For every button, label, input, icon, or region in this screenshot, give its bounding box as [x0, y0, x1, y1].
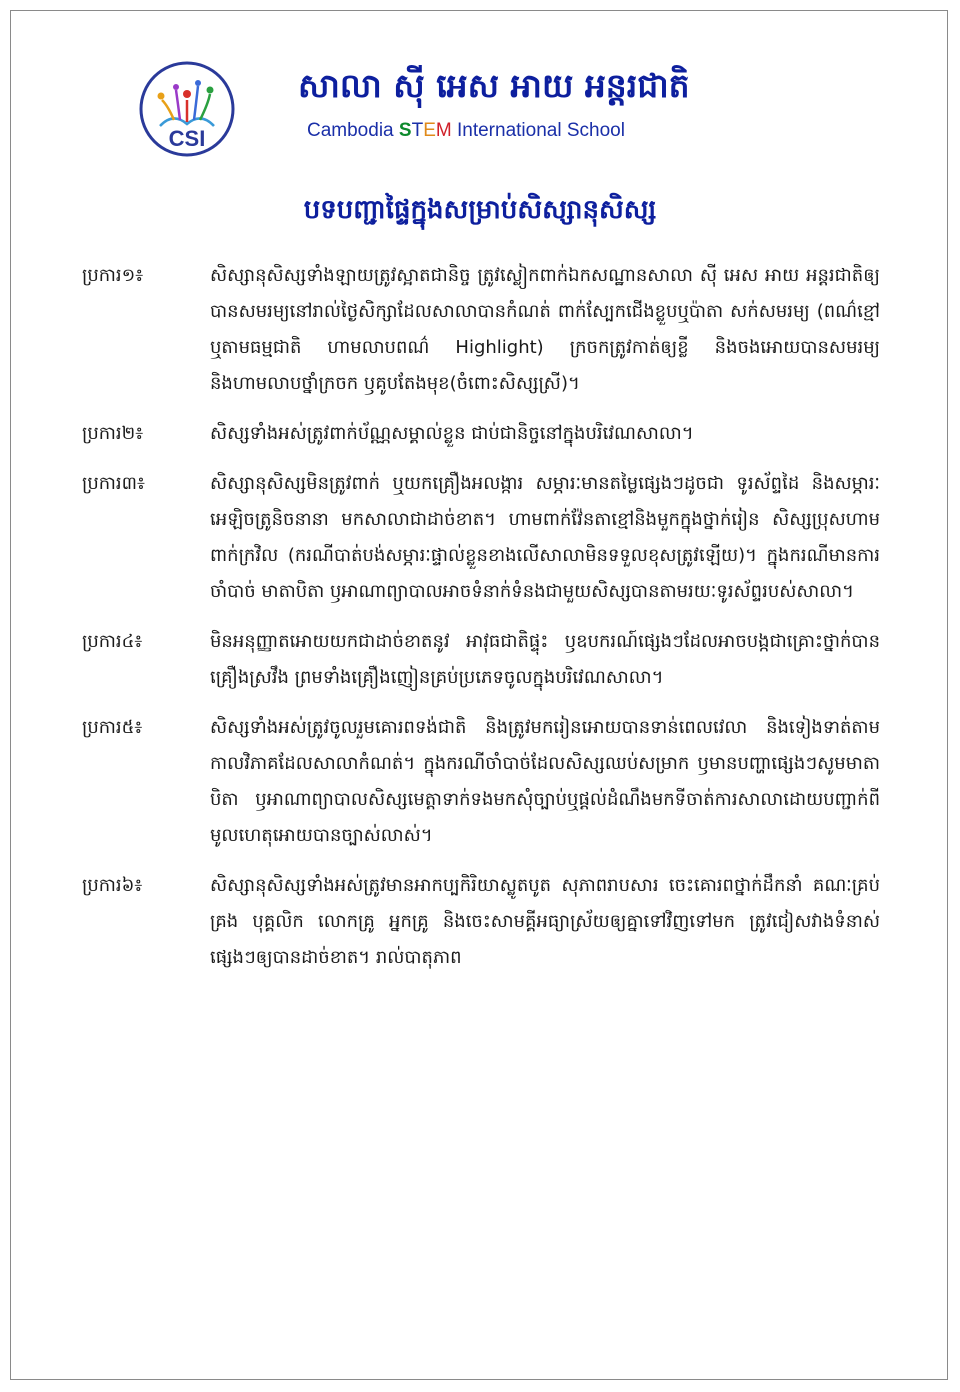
article-1 [82, 258, 882, 402]
stem-letter-e: E [423, 120, 436, 141]
article-6 [82, 868, 882, 976]
article-5 [82, 710, 882, 854]
school-name-english [307, 120, 625, 142]
school-name-en-suffix: International School [451, 120, 625, 141]
article-label: ប្រការ៤៖ [82, 631, 143, 652]
article-text: សិស្សានុសិស្សទាំងអស់ត្រូវមានអាកប្បកិរិយាស្លូតបូត សុភាពរាបសារ ចេះគោរពថ្នាក់ដឹកនាំ គណៈគ្រប់គ្រង បុគ្គលិក លោកគ្រូ អ្នកគ្រូ និងចេះសាមគ្គីអធ្យាស្រ័យឲ្យគ្នាទៅវិញទៅមក ត្រូវជៀសវាងទំនាស់ផ្សេងៗឲ្យបានដាច់ខាត។ រាល់បាតុភាព [210, 875, 880, 968]
stem-letter-t: T [411, 120, 424, 141]
article-label: ប្រការ៣៖ [82, 473, 145, 494]
article-3 [82, 466, 882, 610]
article-label: ប្រការ២៖ [82, 423, 144, 444]
article-text: សិស្សទាំងអស់ត្រូវចូលរួមគោរពទង់ជាតិ និងត្រូវមករៀនអោយបានទាន់ពេលវេលា និងទៀងទាត់តាមកាលវិភាគដែលសាលាកំណត់។ ក្នុងករណីចាំបាច់ដែលសិស្សឈប់សម្រាក ឫមានបញ្ហាផ្សេងៗសូមមាតាបិតា ឫអាណាព្យាបាលសិស្សមេត្តាទាក់ទងមកសុំច្បាប់ឬផ្តល់ដំណឹងមកទីចាត់ការសាលាដោយបញ្ជាក់ពីមូលហេតុអោយបានច្បាស់លាស់។ [210, 717, 880, 846]
article-label: ប្រការ៥៖ [82, 717, 143, 738]
article-label: ប្រការ១៖ [82, 265, 144, 286]
article-text: មិនអនុញ្ញាតអោយយកជាដាច់ខាតនូវ អាវុធជាតិផ្ទុះ ឫឧបករណ៍ផ្សេងៗដែលអាចបង្កជាគ្រោះថ្នាក់បាន គ្រឿងស្រវឹង ព្រមទាំងគ្រឿងញៀនគ្រប់ប្រភេទចូលក្នុងបរិវេណសាលា។ [210, 631, 880, 688]
school-logo [138, 60, 236, 158]
document-title: បទបញ្ជាផ្ទៃក្នុងសម្រាប់សិស្សានុសិស្ស [303, 195, 657, 225]
article-text: សិស្សានុសិស្សមិនត្រូវពាក់ ឬយកគ្រឿងអលង្ការ សម្ភារៈមានតម្លៃផ្សេងៗដូចជា ទូរស័ព្ទដៃ និងសម្ភារៈអេឡិចត្រូនិចនានា មកសាលាជាដាច់ខាត។ ហាមពាក់វ៉ែនតាខ្មៅនិងមួកក្នុងថ្នាក់រៀន សិស្សប្រុសហាមពាក់ក្រវិល (ករណីបាត់បង់សម្ភារៈផ្ទាល់ខ្លួនខាងលើសាលាមិនទទួលខុសត្រូវឡើយ)។ ក្នុងករណីមានការចាំបាច់ មាតាបិតា ឫអាណាព្យាបាលអាចទំនាក់ទំនងជាមួយសិស្សបានតាមរយៈទូរស័ព្ទរបស់សាលា។ [210, 473, 880, 602]
logo-text: CSI [168, 126, 206, 151]
article-text: សិស្សទាំងអស់ត្រូវពាក់ប័ណ្ណសម្គាល់ខ្លួន ជាប់ជានិច្ចនៅក្នុងបរិវេណសាលា។ [210, 423, 694, 444]
stem-letter-m: M [435, 120, 452, 141]
stem-letter-s: S [398, 120, 412, 141]
school-name-en-prefix: Cambodia [307, 120, 399, 141]
article-text: សិស្សានុសិស្សទាំងឡាយត្រូវស្អាតជានិច្ច ត្រូវស្លៀកពាក់ឯកសណ្ឋានសាលា ស៊ី អេស អាយ អន្តរជាតិឲ្យបានសមរម្យនៅរាល់ថ្ងៃសិក្សាដែលសាលាបានកំណត់ ពាក់ស្បែកជើងខ្លួបឬប៉ាតា សក់សមរម្យ (ពណ៌ខ្មៅ ឬតាមធម្មជាតិ ហាមលាបពណ៌ Highlight) ក្រចកត្រូវកាត់ឲ្យខ្លី និងចងអោយបានសមរម្យ និងហាមលាបថ្នាំក្រចក ឫគូបតែងមុខ(ចំពោះសិស្សស្រី)។ [210, 265, 880, 394]
school-name-khmer: សាលា ស៊ី អេស អាយ អន្តរជាតិ [298, 66, 690, 105]
article-2 [82, 416, 882, 452]
articles-list [82, 258, 882, 990]
article-4 [82, 624, 882, 696]
article-label: ប្រការ៦៖ [82, 875, 143, 896]
